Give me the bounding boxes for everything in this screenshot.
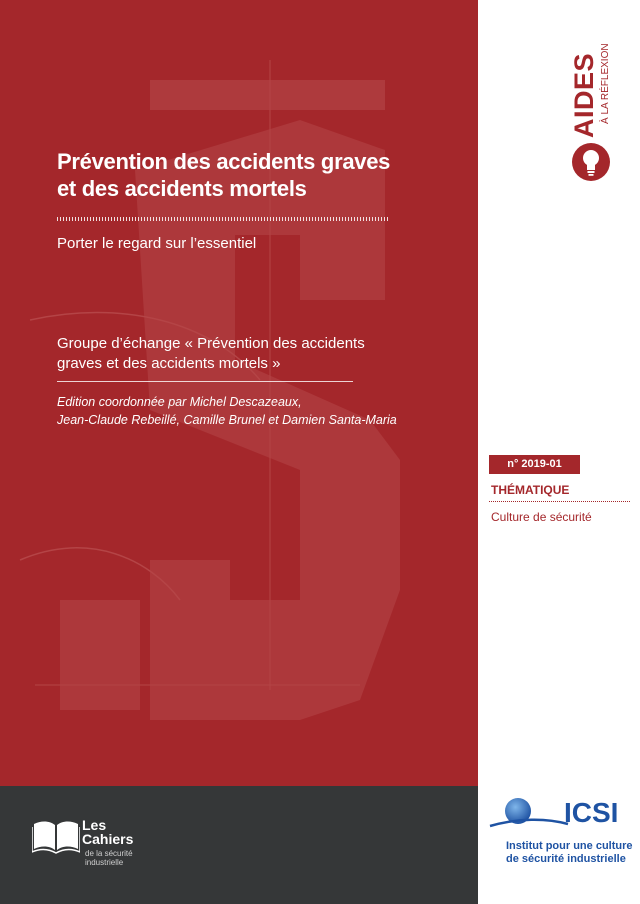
collection-reflexion-label: À LA RÉFLEXION xyxy=(600,43,611,124)
series-subtitle: de la sécurité industrielle xyxy=(85,849,133,867)
theme-heading: THÉMATIQUE xyxy=(491,483,570,497)
editors-line-1: Edition coordonnée par Michel Descazeaux, xyxy=(57,395,302,409)
document-subtitle: Porter le regard sur l’essentiel xyxy=(57,235,257,252)
issue-number-badge: n° 2019-01 xyxy=(489,455,580,474)
book-icon xyxy=(32,818,80,854)
publisher-tagline: Institut pour une culture de sécurité industrielle xyxy=(506,840,633,865)
document-title xyxy=(57,148,457,202)
working-group-title xyxy=(57,334,437,374)
editors-line-2: Jean-Claude Rebeillé, Camille Brunel et Damien Santa-Maria xyxy=(57,413,397,427)
series-name: Les Cahiers xyxy=(82,817,134,847)
title-line-2: et des accidents mortels xyxy=(57,176,307,201)
group-line-1: Groupe d’échange « Prévention des accidents xyxy=(57,335,365,352)
group-line-2: graves et des accidents mortels » xyxy=(57,355,281,372)
group-divider xyxy=(57,381,353,382)
icsi-logo xyxy=(488,793,628,838)
title-line-1: Prévention des accidents graves xyxy=(57,149,391,174)
title-divider xyxy=(57,217,390,221)
lightbulb-icon xyxy=(571,142,611,182)
icsi-logo-text: ICSI xyxy=(564,797,619,828)
editors-credit xyxy=(57,393,467,429)
theme-value: Culture de sécurité xyxy=(491,510,592,524)
theme-divider xyxy=(489,501,630,502)
collection-aides-label: AIDES xyxy=(569,52,599,138)
